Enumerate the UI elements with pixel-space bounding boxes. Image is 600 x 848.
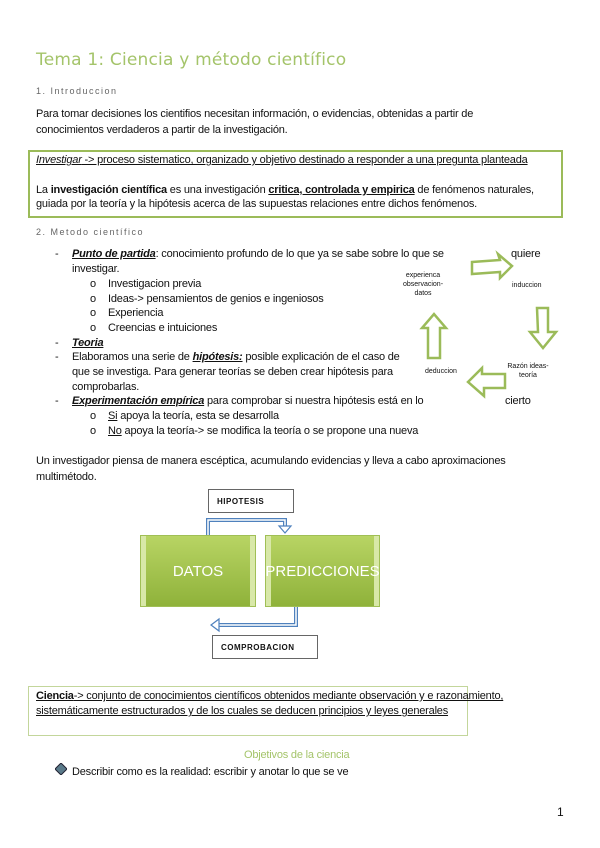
- bullet-dash: -: [55, 337, 59, 349]
- objetivos-heading: Objetivos de la ciencia: [244, 749, 350, 761]
- ciencia-definition: [36, 688, 503, 704]
- term: Si: [108, 410, 118, 422]
- intro-line: Para tomar decisiones los cientifios necesitan información, o evidencias, obtenidas a partir de: [36, 108, 474, 120]
- sub-item: [108, 423, 418, 439]
- term: Ciencia: [36, 690, 74, 702]
- arrow-down-icon: [530, 308, 556, 348]
- sub-bullet: o: [90, 410, 96, 422]
- sub-item: Experiencia: [108, 307, 164, 319]
- diamond-bullet-icon: [55, 763, 67, 775]
- bullet-experimentacion: [72, 393, 423, 409]
- sub-item: [108, 408, 279, 424]
- cycle-label-razon: Razón ideas-teoría: [507, 363, 549, 379]
- text: : conocimiento profundo de lo que ya se sabe sobre lo que se: [155, 248, 444, 260]
- bullet-punto-partida: [72, 246, 444, 262]
- arrow-right-icon: [472, 254, 512, 278]
- text: -> conjunto de conocimientos científicos obtenidos mediante observación y e razonamiento,: [73, 690, 504, 702]
- definition: -> proceso sistematico, organizado y objetivo destinado a responder a una pregunta planteada: [81, 154, 528, 166]
- arrow-left-icon: [468, 368, 505, 396]
- cycle-label-induccion: induccion: [512, 282, 542, 289]
- arrow-up-icon: [422, 314, 446, 358]
- page-number: 1: [557, 805, 564, 819]
- cycle-label-deduccion: deduccion: [425, 368, 457, 375]
- term: No: [108, 425, 122, 437]
- sub-bullet: o: [90, 278, 96, 290]
- section-heading-1: 1. Introduccion: [36, 86, 118, 96]
- section-heading-2: 2. Metodo científico: [36, 227, 145, 237]
- loop-arrows-top: [200, 512, 310, 536]
- text: Elaboramos una serie de: [72, 351, 193, 363]
- investigador-line: multimétodo.: [36, 471, 97, 483]
- hipotesis-box: HIPOTESIS: [208, 489, 294, 513]
- objetivo-item: Describir como es la realidad: escribir y anotar lo que se ve: [72, 766, 349, 778]
- sub-bullet: o: [90, 307, 96, 319]
- arrow-head-icon: [211, 619, 219, 631]
- bullet-hipotesis: [72, 349, 400, 365]
- text: La: [36, 184, 51, 196]
- term: Teoria: [72, 337, 104, 349]
- investigador-line: Un investigador piensa de manera escéptica, acumulando evidencias y lleva a cabo aproximaciones: [36, 455, 506, 467]
- sub-bullet: o: [90, 322, 96, 334]
- sub-bullet: o: [90, 425, 96, 437]
- investigacion-line: guiada por la teoría y la hipótesis acerca de las supuestas relaciones entre dichos fenómenos.: [36, 198, 478, 210]
- cycle-label-experiencia: experienca observacion-datos: [402, 272, 444, 297]
- text: quiere: [511, 248, 541, 260]
- term: Investigar: [36, 154, 82, 166]
- term: hipótesis:: [192, 351, 243, 363]
- loop-arrows-bottom: [200, 605, 310, 635]
- arrow-head-icon: [279, 526, 291, 533]
- text: que se investiga. Para generar teorías se deben crear hipótesis para: [72, 366, 393, 378]
- bullet-dash: -: [55, 351, 59, 363]
- text: para comprobar si nuestra hipótesis está en lo: [204, 395, 424, 407]
- term: Experimentación empírica: [72, 395, 205, 407]
- text: apoya la teoría-> se modifica la teoría o se propone una nueva: [121, 425, 419, 437]
- text: de fenómenos naturales,: [414, 184, 534, 196]
- text: es una investigación: [166, 184, 269, 196]
- term: Punto de partida: [72, 248, 156, 260]
- text: posible explicación de el caso de: [242, 351, 400, 363]
- bullet-dash: -: [55, 395, 59, 407]
- sub-item: Investigacion previa: [108, 278, 202, 290]
- ciencia-definition: sistemáticamente estructurados y de los cuales se deducen principios y leyes generales: [36, 705, 449, 717]
- term: critica, controlada y empirica: [268, 184, 415, 196]
- sub-bullet: o: [90, 293, 96, 305]
- predicciones-box: PREDICCIONES: [265, 535, 380, 607]
- text: comprobarlas.: [72, 381, 140, 393]
- term: investigación científica: [50, 184, 167, 196]
- comprobacion-box: COMPROBACION: [212, 635, 318, 659]
- page-title: Tema 1: Ciencia y método científico: [36, 50, 347, 70]
- datos-box: DATOS: [140, 535, 256, 607]
- intro-line: conocimientos verdaderos a partir de la investigación.: [36, 124, 288, 136]
- sub-item: Ideas-> pensamientos de genios e ingeniosos: [108, 293, 324, 305]
- bullet-dash: -: [55, 248, 59, 260]
- text: cierto: [505, 395, 531, 407]
- investigar-definition: [36, 152, 528, 168]
- text: investigar.: [72, 263, 120, 275]
- sub-item: Creencias e intuiciones: [108, 322, 218, 334]
- text: apoya la teoría, esta se desarrolla: [117, 410, 279, 422]
